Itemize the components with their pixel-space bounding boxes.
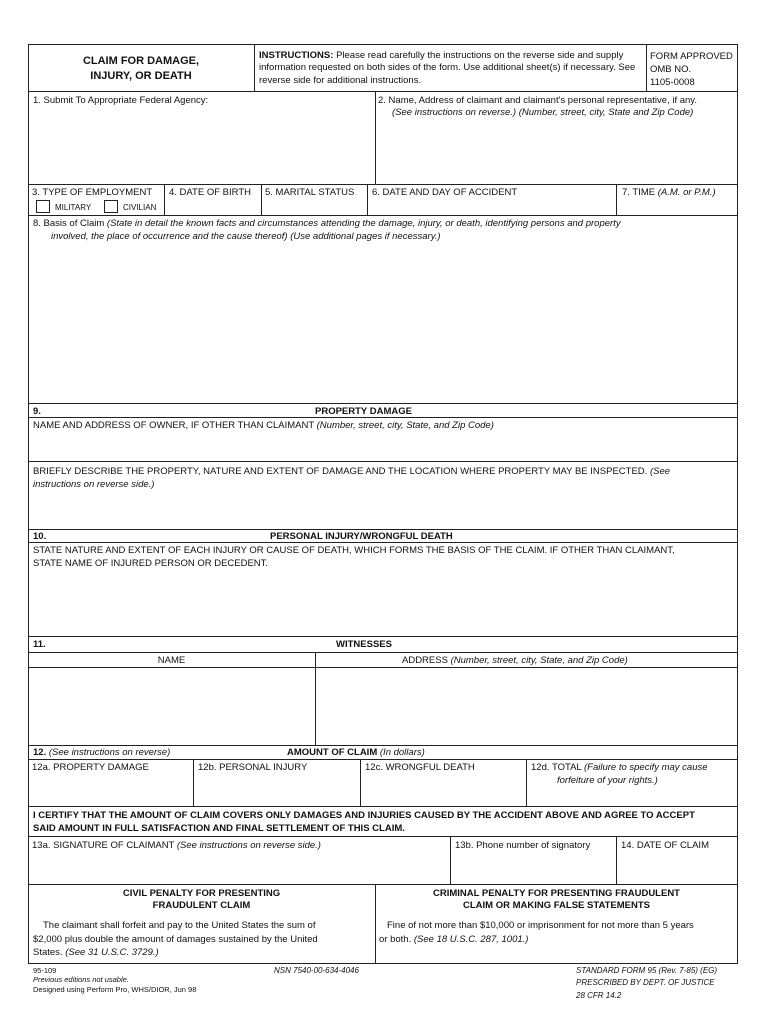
nsn-number: NSN 7540-00-634-4046 xyxy=(274,966,359,975)
date-of-birth-field[interactable] xyxy=(166,199,260,214)
date-of-claim-field[interactable] xyxy=(618,854,736,882)
criminal-penalty-heading2: CLAIM OR MAKING FALSE STATEMENTS xyxy=(462,900,650,911)
section-12-sub: (See instructions on reverse) xyxy=(48,747,171,758)
date-of-claim-label: 14. DATE OF CLAIM xyxy=(621,840,709,851)
divider xyxy=(28,542,738,543)
divider xyxy=(28,667,738,668)
time-field[interactable] xyxy=(618,199,736,214)
field-2-subtext: (See instructions on reverse.) (Number, street, city, State and Zip Code) xyxy=(392,107,694,118)
claimant-address-field[interactable] xyxy=(377,120,736,182)
wrongful-death-amount-label: 12c. WRONGFUL DEATH xyxy=(365,762,475,773)
divider xyxy=(28,745,738,746)
witness-address-column xyxy=(402,655,628,666)
describe-property-sub1: (See xyxy=(649,466,671,477)
witness-address-field[interactable] xyxy=(317,669,736,743)
total-amount-field[interactable] xyxy=(528,788,736,804)
owner-label xyxy=(33,420,494,431)
civil-penalty-text2: $2,000 plus double the amount of damages sustained by the United xyxy=(33,934,318,945)
signature-label-text: 13a. SIGNATURE OF CLAIMANT xyxy=(32,840,175,851)
section-12-number xyxy=(33,747,170,758)
field-5-label: 5. MARITAL STATUS xyxy=(265,187,355,198)
personal-injury-amount-field[interactable] xyxy=(195,776,359,804)
divider xyxy=(164,184,165,215)
field-8-instructions: (State in detail the known facts and circumstances attending the damage, injury, or death, identifying persons and property xyxy=(106,218,621,229)
form-number: 95-109 xyxy=(33,966,57,975)
divider xyxy=(261,184,262,215)
divider xyxy=(28,836,738,837)
certification-line2: SAID AMOUNT IN FULL SATISFACTION AND FINAL SETTLEMENT OF THIS CLAIM. xyxy=(33,823,405,834)
military-checkbox[interactable] xyxy=(36,200,50,213)
divider xyxy=(193,759,194,806)
field-7-label xyxy=(622,187,716,198)
total-label-text: 12d. TOTAL xyxy=(531,762,582,773)
omb-number: 1105-0008 xyxy=(650,77,695,88)
field-8-instructions-line2: involved, the place of occurrence and the cause thereof) (Use additional pages if necessary.) xyxy=(51,231,441,242)
instructions-label: INSTRUCTIONS: xyxy=(259,50,334,61)
agency-field[interactable] xyxy=(30,108,373,182)
signature-field[interactable] xyxy=(30,854,449,882)
wrongful-death-amount-field[interactable] xyxy=(362,776,525,804)
standard-form-label: STANDARD FORM 95 (Rev. 7-85) (EG) xyxy=(576,966,718,975)
civil-penalty-text1: The claimant shall forfeit and pay to the United States the sum of xyxy=(43,920,316,931)
divider xyxy=(526,759,527,806)
phone-field[interactable] xyxy=(452,854,615,882)
civil-penalty-citation: (See 31 U.S.C. 3729.) xyxy=(65,947,159,958)
divider xyxy=(28,652,738,653)
witness-address-sub: (Number, street, city, State, and Zip Code) xyxy=(450,655,628,666)
injury-instructions-line1: STATE NATURE AND EXTENT OF EACH INJURY OR CAUSE OF DEATH, WHICH FORMS THE BASIS OF THE CLAIM. IF OTHER THAN CLAIMANT, xyxy=(33,545,675,556)
divider xyxy=(28,461,738,462)
phone-label: 13b. Phone number of signatory xyxy=(455,840,591,851)
divider xyxy=(28,529,738,530)
describe-property-text: BRIEFLY DESCRIBE THE PROPERTY, NATURE AND EXTENT OF DAMAGE AND THE LOCATION WHERE PROPERTY MAY BE INSPECTED. xyxy=(33,466,648,477)
criminal-penalty-text2a: or both. xyxy=(379,934,412,945)
signature-label xyxy=(32,840,321,851)
divider xyxy=(28,759,738,760)
marital-status-field[interactable] xyxy=(263,199,366,214)
divider xyxy=(616,836,617,884)
section-9-number: 9. xyxy=(33,406,41,417)
form-title-line2: INJURY, OR DEATH xyxy=(90,70,192,82)
previous-editions-note: Previous editions not usable. xyxy=(33,975,129,984)
form-approved: FORM APPROVED xyxy=(650,51,733,62)
total-label-sub: (Failure to specify may cause xyxy=(583,762,708,773)
civilian-label: CIVILIAN xyxy=(123,203,157,212)
personal-injury-amount-label: 12b. PERSONAL INJURY xyxy=(198,762,308,773)
amount-heading-text: AMOUNT OF CLAIM xyxy=(287,747,378,758)
criminal-penalty-text2 xyxy=(379,934,528,945)
civil-penalty-heading: CIVIL PENALTY FOR PRESENTING xyxy=(122,888,281,899)
witness-name-field[interactable] xyxy=(30,669,313,743)
omb-label: OMB NO. xyxy=(650,64,692,75)
field-8-text: 8. Basis of Claim xyxy=(33,218,105,229)
injury-description-field[interactable] xyxy=(30,572,736,634)
witnesses-heading: WITNESSES xyxy=(336,639,392,650)
field-8-label xyxy=(33,218,621,229)
property-damage-amount-field[interactable] xyxy=(30,776,192,804)
divider xyxy=(646,44,647,91)
divider xyxy=(450,836,451,884)
amount-heading-sub: (In dollars) xyxy=(379,747,425,758)
total-label-sub2: forfeiture of your rights.) xyxy=(557,775,658,786)
field-2-label: 2. Name, Address of claimant and claimant's personal representative, if any. xyxy=(378,95,697,106)
accident-date-field[interactable] xyxy=(369,199,615,214)
divider xyxy=(360,759,361,806)
divider xyxy=(28,215,738,216)
total-amount-label xyxy=(531,762,708,773)
witness-name-column: NAME xyxy=(157,655,186,666)
owner-label-text: NAME AND ADDRESS OF OWNER, IF OTHER THAN CLAIMANT xyxy=(33,420,314,431)
divider xyxy=(28,884,738,885)
field-1-label: 1. Submit To Appropriate Federal Agency: xyxy=(33,95,209,106)
divider xyxy=(28,636,738,637)
form-title: CLAIM FOR DAMAGE, xyxy=(82,55,200,67)
criminal-penalty-heading: CRIMINAL PENALTY FOR PRESENTING FRAUDULENT xyxy=(432,888,680,899)
amount-of-claim-heading xyxy=(287,747,425,758)
civilian-checkbox[interactable] xyxy=(104,200,118,213)
property-description-field[interactable] xyxy=(30,493,736,527)
field-4-label: 4. DATE OF BIRTH xyxy=(169,187,251,198)
divider xyxy=(28,403,738,404)
field-7-subtext: (A.M. or P.M.) xyxy=(657,187,716,198)
divider xyxy=(254,44,255,91)
section-11-number: 11. xyxy=(33,639,46,650)
describe-property-sub2: instructions on reverse side.) xyxy=(33,479,155,490)
injury-instructions-line2: STATE NAME OF INJURED PERSON OR DECEDENT. xyxy=(33,558,269,569)
divider xyxy=(28,417,738,418)
cfr-reference: 28 CFR 14.2 xyxy=(576,991,622,1000)
field-3-label: 3. TYPE OF EMPLOYMENT xyxy=(32,187,153,198)
section-12-num: 12. xyxy=(33,747,47,758)
divider xyxy=(28,184,738,185)
describe-property-label xyxy=(33,466,670,477)
field-7-text: 7. TIME xyxy=(622,187,656,198)
section-10-number: 10. xyxy=(33,531,47,542)
property-damage-heading: PROPERTY DAMAGE xyxy=(315,406,412,417)
divider xyxy=(28,806,738,807)
military-label: MILITARY xyxy=(55,203,92,212)
owner-label-sub: (Number, street, city, State, and Zip Code) xyxy=(316,420,494,431)
designed-using-note: Designed using Perform Pro, WHS/DIOR, Jun 98 xyxy=(33,985,197,994)
divider xyxy=(315,652,316,745)
instructions xyxy=(259,50,645,87)
divider xyxy=(367,184,368,215)
field-6-label: 6. DATE AND DAY OF ACCIDENT xyxy=(372,187,518,198)
basis-of-claim-field[interactable] xyxy=(30,245,736,401)
criminal-penalty-citation: (See 18 U.S.C. 287, 1001.) xyxy=(413,934,529,945)
prescribed-by: PRESCRIBED BY DEPT. OF JUSTICE xyxy=(576,978,715,987)
instructions-text: Please read carefully the instructions on the reverse side and supply information requested on both sides of the form. Use additional sheet(s) if necessary. See reverse side for additional instructions. xyxy=(259,50,636,86)
personal-injury-heading: PERSONAL INJURY/WRONGFUL DEATH xyxy=(270,531,453,542)
criminal-penalty-text1: Fine of not more than $10,000 or imprisonment for not more than 5 years xyxy=(387,920,694,931)
divider xyxy=(28,91,738,92)
owner-address-field[interactable] xyxy=(30,433,736,459)
signature-label-sub: (See instructions on reverse side.) xyxy=(176,840,321,851)
witness-address-text: ADDRESS xyxy=(402,655,448,666)
divider xyxy=(616,184,617,215)
divider xyxy=(375,91,376,184)
property-damage-amount-label: 12a. PROPERTY DAMAGE xyxy=(32,762,149,773)
civil-penalty-text3 xyxy=(33,947,159,958)
civil-penalty-heading2: FRAUDULENT CLAIM xyxy=(152,900,251,911)
certification-line1: I CERTIFY THAT THE AMOUNT OF CLAIM COVERS ONLY DAMAGES AND INJURIES CAUSED BY THE ACCIDENT ABOVE AND AGREE TO ACCEPT xyxy=(33,810,695,821)
civil-penalty-text3a: States. xyxy=(33,947,63,958)
